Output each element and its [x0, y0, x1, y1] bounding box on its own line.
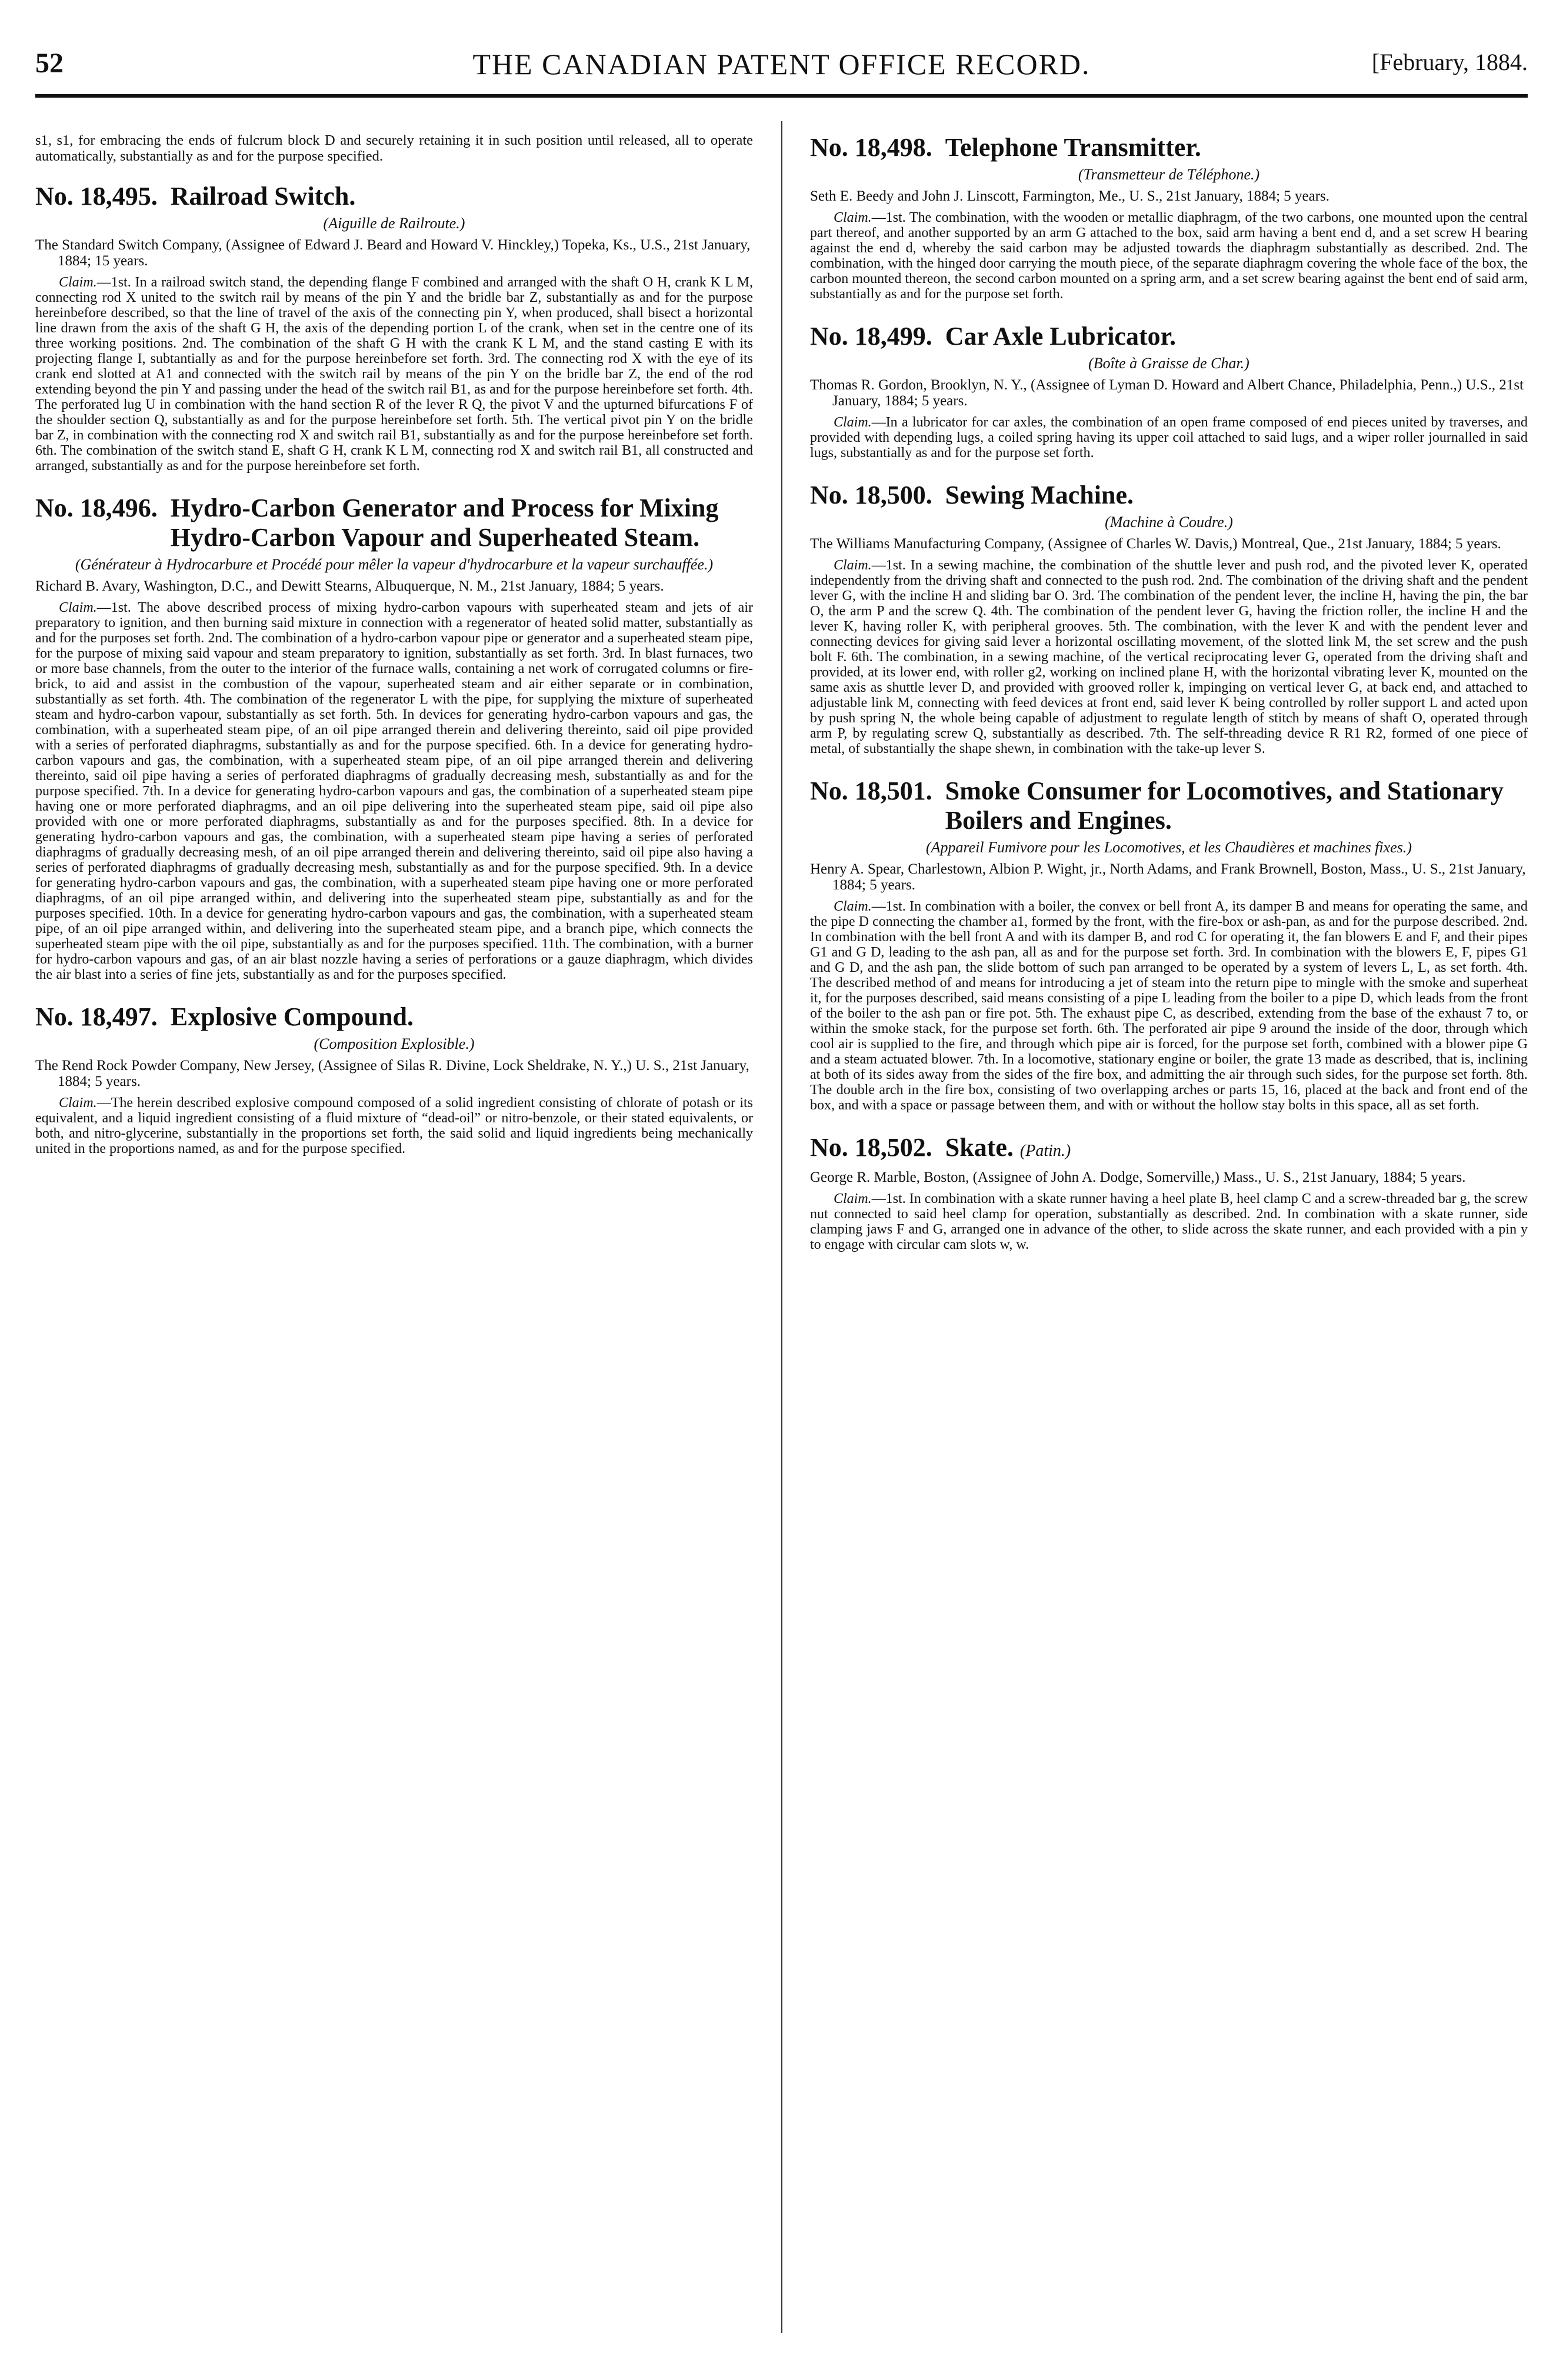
claim-text: —1st. In combination with a boiler, the convex or bell front A, its damper B and means for operating the same, and the pipe D connecting the chamber a1, formed by the front, with the fire-box or ash-pan, as and for the purpose described. 2nd. In combination with the bell front A and with its damper B, and rod C for operating it, the fan blowers E and F, and their pipes G1 and G D, leading to the ash pan, all as and for the purpose set forth. 3rd. In combination with the blowers E, F, pipes G1 and G D, and the ash pan, the slide bottom of such pan arranged to be operated by a system of levers L, L, as set forth. 4th. The described method of and means for introducing a jet of steam into the return pipe to mingle with the smoke and superheat it, for the purposes described, said means consisting of a pipe L leading from the boiler to a pipe D, which leads from the front of the boiler to the ash pan or fire pot. 5th. The exhaust pipe C, as described, extending from the base of the exhaust 7 to, or within the smoke stack, for the purpose set forth. 6th. The perforated air pipe 9 around the inside of the door, through which cool air is supplied to the fire, and through which pipe air is forced, for the purpose set forth, combined with a blower pipe G and a steam actuated blower. 7th. In a locomotive, stationary engine or boiler, the grate 13 made as described, that is, inclining at both of its sides away from the sides of the fire box, and admitting the air through such sides, for the purpose set forth. 8th. The double arch in the fire box, consisting of two overlapping arches or parts 15, 16, placed at the back and front end of the box, and with a space or passage between them, and with or without the hollow stay bolts in this space, all as set forth. [810, 899, 1528, 1113]
patent-entry [810, 322, 1528, 461]
patent-title: Hydro-Carbon Generator and Process for Mixing Hydro-Carbon Vapour and Superheated Steam. [170, 494, 719, 552]
patent-claim [35, 1095, 753, 1156]
patent-number: No. 18,500. [810, 481, 932, 509]
patent-number: No. 18,502. [810, 1133, 932, 1162]
patent-number: No. 18,497. [35, 1002, 158, 1031]
column-divider [781, 121, 782, 2333]
patent-claim [35, 275, 753, 474]
patent-entry [810, 776, 1528, 1113]
claim-text: —1st. The combination, with the wooden or metallic diaphragm, of the two carbons, one mounted upon the central part thereof, and another supported by an arm G attached to the box, said arm having a bent end d, and a set screw H bearing against the end d, whereby the said carbon may be adjusted towards the diaphragm substantially as described. 2nd. The combination, with the hinged door carrying the mouth piece, of the separate diaphragm covering the whole face of the box, the carbon mounted thereon, the second carbon mounted on a spring arm, and a set screw bearing against the bent end of said arm, substantially as and for the purpose set forth. [810, 210, 1528, 302]
right-column [810, 133, 1528, 2333]
claim-text: —1st. In combination with a skate runner having a heel plate B, heel clamp C and a screw-threaded bar g, the screw nut connected to said heel clamp for operation, substantially as described. 2nd. In combination with a skate runner, side clamping jaws F and G, arranged one in advance of the other, to slide across the skate runner, and each provided with a pin y to engage with circular cam slots w, w. [810, 1191, 1528, 1252]
patent-french-title: (Appareil Fumivore pour les Locomotives, et les Chaudières et machines fixes.) [925, 839, 1412, 856]
claim-label: Claim. [834, 558, 872, 573]
patent-number: No. 18,495. [35, 182, 158, 211]
patent-number: No. 18,498. [810, 133, 932, 162]
patent-title: Sewing Machine. [945, 481, 1134, 509]
patent-claim [810, 210, 1528, 302]
patent-title: Railroad Switch. [170, 182, 356, 211]
running-head [35, 35, 1528, 88]
patent-claim [810, 415, 1528, 461]
claim-label: Claim. [59, 1095, 97, 1111]
patent-number: No. 18,499. [810, 322, 932, 351]
patent-entry [35, 494, 753, 982]
patent-title: Car Axle Lubricator. [945, 322, 1177, 351]
claim-text: —1st. The above described process of mixing hydro-carbon vapours with superheated steam and jets of air preparatory to ignition, and then burning said mixture in connection with a regenerator of heated solid matter, substantially as and for the purposes set forth. 2nd. The combination of a hydro-carbon vapour pipe or generator and a superheated steam pipe, for the purpose of mixing said vapour and steam preparatory to ignition, substantially as set forth. 3rd. In blast furnaces, two or more base channels, from the outer to the interior of the furnace walls, containing a net work of corrugated columns or fire-brick, to aid and assist in the combustion of the vapour, superheated steam and air either separate or in combination, substantially as set forth. 4th. The combination of the regenerator L with the pipe, for supplying the mixture of superheated steam and hydro-carbon vapour, substantially as set forth. 5th. In devices for generating hydro-carbon vapours and gas, the combination, with a superheated steam pipe, of an oil pipe arranged therein and delivering thereinto, said oil pipe provided with a series of perforated diaphragms, substantially as and for the purpose specified. 6th. In a device for generating hydro-carbon vapours and gas, the combination, with a superheated steam pipe, of an oil pipe arranged therein and delivering thereinto, said oil pipe having a series of perforated diaphragms of gradually decreasing mesh, substantially as and for the purpose specified. 7th. In a device for generating hydro-carbon vapours and gas, the combination of a superheated steam pipe having one or more perforated diaphragms, and an oil pipe delivering into the superheated steam pipe, said oil pipe also provided with one or more perforated diaphragms, substantially as and for the purposes specified. 8th. In a device for generating hydro-carbon vapours and gas, the combination, with a superheated steam pipe having a series of perforated diaphragms of gradually decreasing mesh, of an oil pipe arranged therein and delivering thereinto, said oil pipe also having a series of perforated diaphragms of gradually decreasing mesh, substantially as and for the purpose specified. 9th. In a device for generating hydro-carbon vapours and gas, the combination, with a superheated steam pipe having one or more perforated diaphragms, of an oil pipe arranged within, and delivering into the superheated steam pipe, substantially as and for the purposes specified. 10th. In a device for generating hydro-carbon vapours and gas, the combination, with a superheated steam pipe, of an oil pipe arranged within, and delivering into the superheated steam pipe, and a branch pipe, which connects the superheated steam pipe with the oil pipe, substantially as and for the purposes specified. 11th. The combination, with a burner for hydro-carbon vapours and gas, of an air blast nozzle having a series of perforations or a gauze diaphragm, which divides the air blast into a series of fine jets, substantially as and for the purposes specified. [35, 600, 753, 982]
claim-label: Claim. [834, 1191, 872, 1206]
patentee: The Williams Manufacturing Company, (Assignee of Charles W. Davis,) Montreal, Que., 21st January, 1884; 5 years. [810, 536, 1501, 552]
patent-entry [810, 133, 1528, 302]
patent-french-title: (Machine à Coudre.) [1105, 514, 1233, 531]
patent-heading [810, 133, 1528, 162]
claim-label: Claim. [834, 415, 872, 430]
patent-french-title: (Boîte à Graisse de Char.) [1088, 355, 1249, 372]
patent-title: Explosive Compound. [170, 1002, 414, 1031]
patent-claim [35, 600, 753, 982]
continued-claim-text: s1, s1, for embracing the ends of fulcrum block D and securely retaining it in such position until released, all to operate automatically, substantially as and for the purpose specified. [35, 133, 753, 164]
issue-date: [February, 1884. [1371, 49, 1528, 75]
patent-number: No. 18,501. [810, 776, 932, 805]
claim-label: Claim. [59, 275, 97, 290]
claim-label: Claim. [834, 899, 872, 914]
patent-heading [810, 322, 1528, 351]
patentee: Richard B. Avary, Washington, D.C., and Dewitt Stearns, Albuquerque, N. M., 21st January, 1884; 5 years. [35, 578, 664, 594]
patent-french-title: (Aiguille de Railroute.) [323, 215, 465, 232]
patent-french-title: (Transmetteur de Téléphone.) [1078, 166, 1260, 183]
content-frame [35, 94, 1528, 2351]
claim-text: —1st. In a railroad switch stand, the depending flange F combined and arranged with the shaft O H, crank K L M, connecting rod X united to the switch rail by means of the pin Y and the bridle bar Z, substantially as and for the purpose hereinbefore described, so that the line of travel of the axis of the connecting pin Y, when produced, shall bisect a horizontal line drawn from the axis of the shaft G H, the axis of the depending portion L of the crank, when set in the centre one of its three working positions. 2nd. The combination of the shaft G H with the crank K L M, and the stand casting E with its projecting flange I, subtantially as and for the purpose hereinbefore set forth. 3rd. The connecting rod X with the eye of its crank end slotted at A1 and connected with the switch rail by means of the pin Y on the bridle bar Z, the end of the rod extending beyond the pin Y and passing under the head of the switch rail B1, as and for the purpose hereinbefore set forth. 4th. The perforated lug U in combination with the hand section R of the lever R Q, the pivot V and the upturned bifurcations F of the shoulder section Q, substantially as and for the purpose hereinbefore set forth. 5th. The vertical pivot pin Y on the bridle bar Z, in combination with the connecting rod X and switch rail B1, substantially as and for the purpose hereinbefore set forth. 6th. The combination of the switch stand E, shaft G H, crank K L M, connecting rod X and switch rail B1, all constructed and arranged, substantially as and for the purpose hereinbefore set forth. [35, 275, 753, 474]
patent-claim [810, 1191, 1528, 1252]
journal-title: THE CANADIAN PATENT OFFICE RECORD. [472, 48, 1091, 81]
patent-french-title: (Générateur à Hydrocarbure et Procédé pour mêler la vapeur d'hydrocarbure et la vapeur surchauffée.) [75, 556, 714, 573]
claim-text: —In a lubricator for car axles, the combination of an open frame composed of end pieces united by traverses, and provided with depending lugs, a coiled spring having its upper coil attached to said lugs, and a wiper roller journalled in said lugs, substantially as and for the purpose set forth. [810, 415, 1528, 461]
patent-heading [35, 494, 753, 552]
claim-label: Claim. [834, 210, 872, 225]
claim-text: —1st. In a sewing machine, the combination of the shuttle lever and push rod, and the pivoted lever K, operated independently from the driving shaft and connected to the push rod. 2nd. The combination of the driving shaft and the pendent lever G, with the incline H and sliding bar O. 3rd. The combination of the pendent lever, the incline H, having the pin, the bar O, the arm P and the screw Q. 4th. The combination of the pendent lever G, having the friction roller, the incline H and the lever K, having roller K, with peripheral grooves. 5th. The combination, with the lever K and with the pendent lever and connecting devices for giving said lever a horizontal oscillating movement, of the slotted link M, the set screw and the push bolt F. 6th. The combination, in a sewing machine, of the vertical reciprocating lever G, operated from the driving shaft and provided, at its lower end, with roller g2, working on inclined plane H, with the horizontal vibrating lever K, mounted on the same axis as shuttle lever D, and provided with grooved roller k, impinging on vertical lever G, at back end, and attached to adjustable link M, connecting with feed devices at front end, said lever K being controlled by roller support L and acted upon by push spring N, the whole being capable of adjustment to regulate length of stitch by means of shaft O, operated through arm P, by regulating screw Q, substantially as described. 7th. The self-threading device R R1 R2, formed of one piece of metal, of substantially the shape shewn, in combination with the take-up lever S. [810, 558, 1528, 756]
claim-label: Claim. [59, 600, 97, 615]
patentee: Seth E. Beedy and John J. Linscott, Farmington, Me., U. S., 21st January, 1884; 5 years. [810, 188, 1330, 204]
document-page [35, 35, 1528, 2353]
patent-entry [810, 1133, 1528, 1252]
patent-entry [35, 182, 753, 474]
patent-heading [810, 776, 1528, 835]
patent-title: Telephone Transmitter. [945, 133, 1201, 162]
patent-heading [810, 1133, 1528, 1166]
patent-entry [810, 481, 1528, 756]
patent-heading [810, 481, 1528, 510]
patent-number: No. 18,496. [35, 494, 158, 522]
patent-claim [810, 899, 1528, 1113]
patentee: The Standard Switch Company, (Assignee of Edward J. Beard and Howard V. Hinckley,) Topeka, Ks., U.S., 21st January, 1884; 15 years. [35, 237, 751, 269]
claim-text: —The herein described explosive compound composed of a solid ingredient consisting of chlorate of potash or its equivalent, and a liquid ingredient consisting of a fluid mixture of “dead-oil” or nitro-benzole, or their stated equivalents, or both, and nitro-glycerine, substantially in the proportions set forth, the said solid and liquid ingredients being mechanically united in the proportions named, as and for the purpose specified. [35, 1095, 753, 1156]
patent-heading [35, 182, 753, 211]
left-column [35, 133, 753, 2333]
patent-title: Smoke Consumer for Locomotives, and Stationary Boilers and Engines. [945, 776, 1504, 835]
patent-claim [810, 558, 1528, 756]
page-number: 52 [35, 48, 64, 79]
patent-french-title: (Composition Explosible.) [314, 1035, 475, 1052]
patent-entry [35, 1002, 753, 1156]
patentee: George R. Marble, Boston, (Assignee of John A. Dodge, Somerville,) Mass., U. S., 21st January, 1884; 5 years. [810, 1169, 1466, 1185]
patent-title: Skate. [945, 1133, 1014, 1162]
patentee: Henry A. Spear, Charlestown, Albion P. Wight, jr., North Adams, and Frank Brownell, Boston, Mass., U. S., 21st January, 1884; 5 years. [810, 861, 1526, 893]
patentee: Thomas R. Gordon, Brooklyn, N. Y., (Assignee of Lyman D. Howard and Albert Chance, Philadelphia, Penn.,) U.S., 21st January, 1884; 5 years. [810, 377, 1524, 409]
patent-french-title: (Patin.) [1019, 1142, 1071, 1160]
patentee: The Rend Rock Powder Company, New Jersey, (Assignee of Silas R. Divine, Lock Sheldrake, N. Y.,) U. S., 21st January, 1884; 5 years. [35, 1058, 749, 1089]
patent-heading [35, 1002, 753, 1032]
